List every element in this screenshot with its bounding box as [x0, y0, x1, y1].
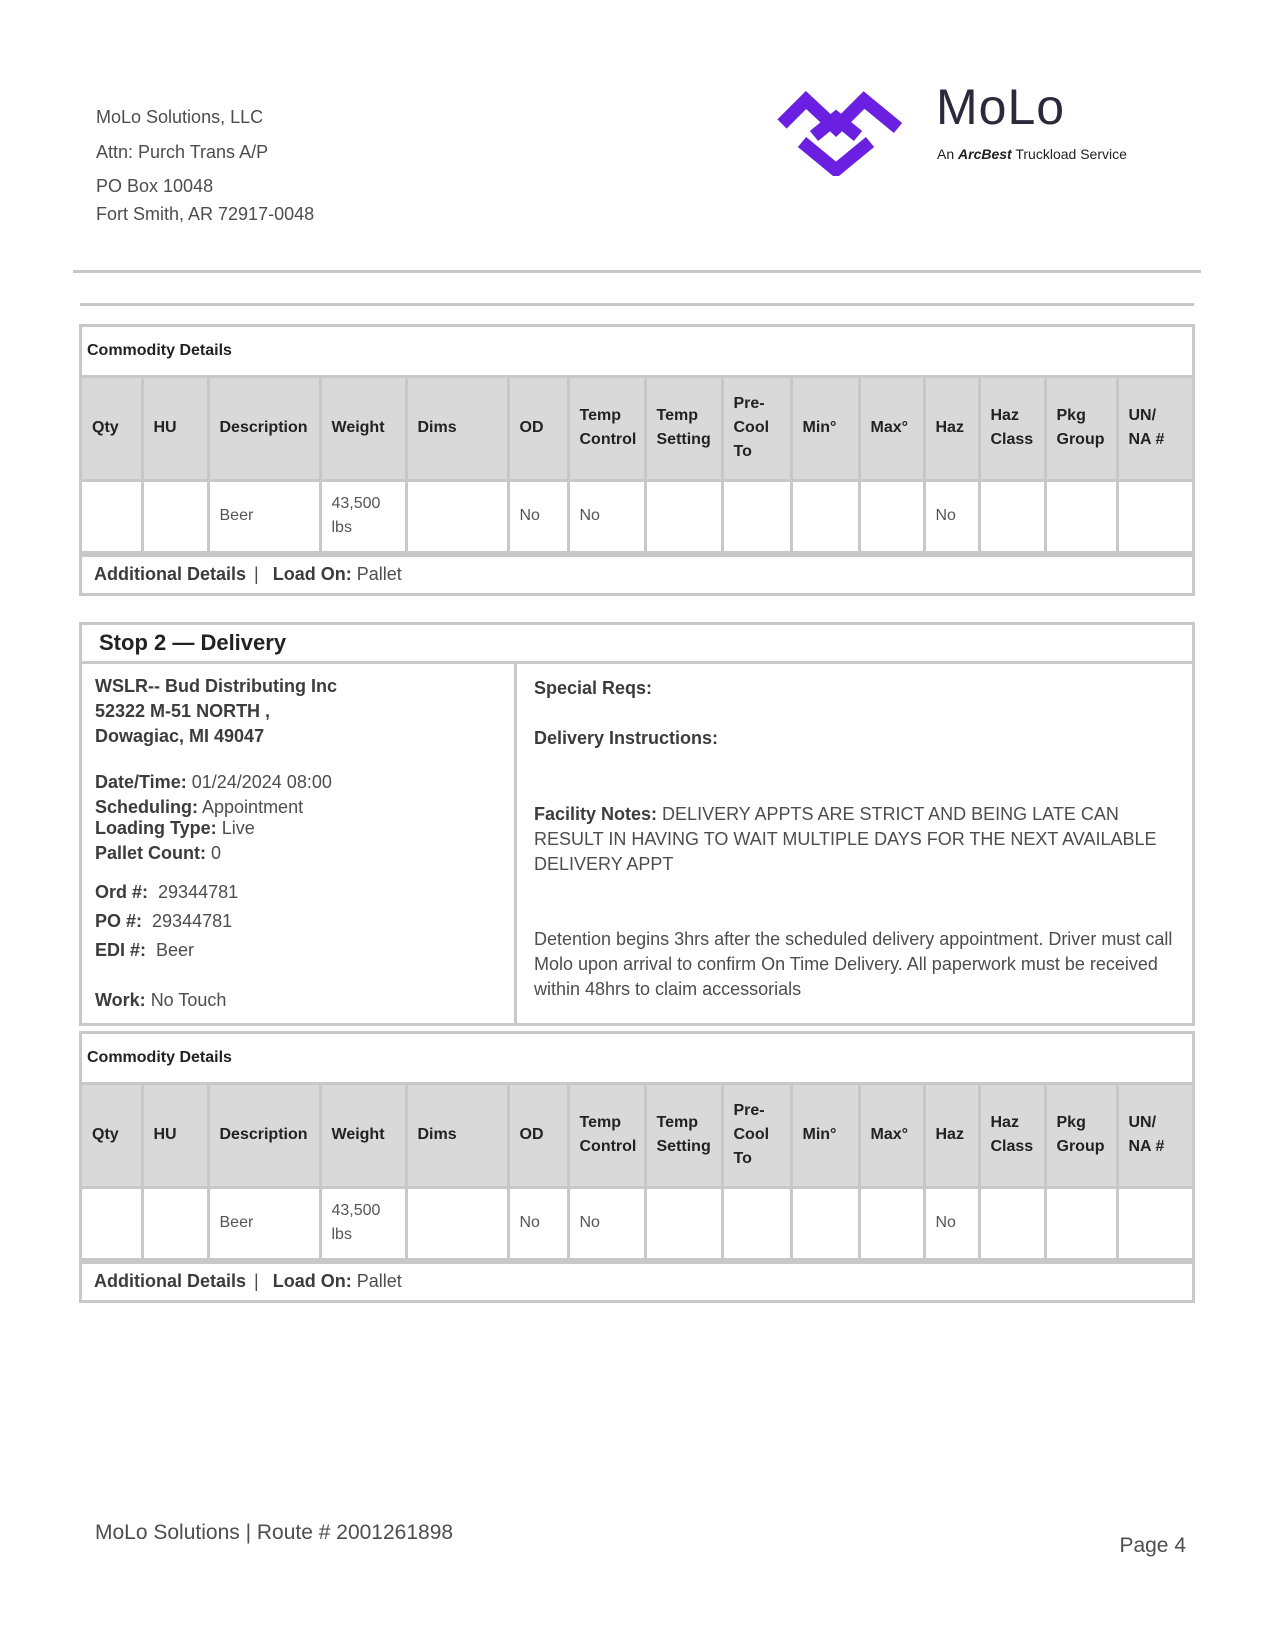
page-number: Page 4: [1119, 1534, 1186, 1557]
delivery-instructions-label: Delivery Instructions:: [534, 728, 719, 748]
pallet-count-field: [95, 843, 221, 864]
header-hu: HU: [142, 1085, 208, 1187]
header-dims: Dims: [406, 1085, 508, 1187]
header-pre-cool-to: Pre-Cool To: [722, 378, 791, 480]
header-haz: Haz: [924, 1085, 979, 1187]
po-field: [95, 911, 232, 932]
header-max: Max°: [859, 1085, 924, 1187]
cell-pre-cool-to: [722, 1187, 791, 1259]
cell-dims: [406, 1187, 508, 1259]
cell-min: [791, 1187, 859, 1259]
stop-title: Stop 2 — Delivery: [82, 625, 1192, 664]
header-haz: Haz: [924, 378, 979, 480]
work-value: No Touch: [150, 990, 227, 1010]
load-on-value: Pallet: [356, 564, 402, 584]
address-attn: Attn: Purch Trans A/P: [96, 142, 269, 162]
cell-od: No: [508, 1187, 568, 1259]
header-max: Max°: [859, 378, 924, 480]
cell-min: [791, 480, 859, 552]
additional-details: [82, 1261, 1192, 1300]
cell-od: No: [508, 480, 568, 552]
edi-label: EDI #:: [95, 940, 147, 960]
commodity-table: [82, 1085, 1192, 1261]
header-pre-cool-to: Pre-Cool To: [722, 1085, 791, 1187]
cell-weight: 43,500 lbs: [320, 480, 406, 552]
commodity-details-title: Commodity Details: [82, 1034, 1192, 1085]
address-company: MoLo Solutions, LLC: [96, 107, 264, 127]
cell-temp-setting: [645, 1187, 722, 1259]
load-on-label: Load On:: [272, 564, 352, 584]
header-min: Min°: [791, 1085, 859, 1187]
header-temp-setting: Temp Setting: [645, 1085, 722, 1187]
datetime-label: Date/Time:: [95, 772, 187, 792]
ord-field: [95, 882, 238, 903]
commodity-table: [82, 378, 1192, 554]
header-un-na: UN/ NA #: [1117, 1085, 1192, 1187]
work-field: [95, 990, 226, 1011]
load-on-value: Pallet: [356, 1271, 402, 1291]
cell-qty: [82, 1187, 142, 1259]
separator: |: [254, 564, 259, 584]
section-divider: [80, 303, 1194, 306]
scheduling-value: Appointment: [202, 797, 304, 817]
stop-2-delivery-section: [79, 622, 1195, 1026]
cell-pre-cool-to: [722, 480, 791, 552]
load-on-label: Load On:: [272, 1271, 352, 1291]
additional-details: [82, 554, 1192, 593]
logo-tagline-brand: ArcBest: [958, 146, 1012, 162]
work-label: Work:: [95, 990, 146, 1010]
cell-temp-control: No: [568, 480, 645, 552]
cell-haz-class: [979, 1187, 1045, 1259]
loading-type-label: Loading Type:: [95, 818, 217, 838]
header-pkg-group: Pkg Group: [1045, 1085, 1117, 1187]
pallet-count-label: Pallet Count:: [95, 843, 206, 863]
header-description: Description: [208, 1085, 320, 1187]
header-weight: Weight: [320, 1085, 406, 1187]
cell-haz: No: [924, 480, 979, 552]
commodity-details-title: Commodity Details: [82, 327, 1192, 378]
header-temp-control: Temp Control: [568, 378, 645, 480]
stop-details-right: [517, 664, 1192, 1023]
edi-field: [95, 940, 194, 961]
cell-pkg-group: [1045, 480, 1117, 552]
address-po-box: PO Box 10048: [96, 176, 214, 196]
header-temp-control: Temp Control: [568, 1085, 645, 1187]
cell-qty: [82, 480, 142, 552]
cell-description: Beer: [208, 1187, 320, 1259]
facility-street: 52322 M-51 NORTH ,: [95, 701, 271, 721]
table-row: [82, 480, 1192, 552]
header-pkg-group: Pkg Group: [1045, 378, 1117, 480]
loading-type-field: [95, 818, 255, 839]
header-temp-setting: Temp Setting: [645, 378, 722, 480]
header-description: Description: [208, 378, 320, 480]
cell-weight: 43,500 lbs: [320, 1187, 406, 1259]
footer-route: MoLo Solutions | Route # 2001261898: [95, 1521, 454, 1544]
ord-label: Ord #:: [95, 882, 149, 902]
datetime-field: [95, 772, 332, 793]
header-min: Min°: [791, 378, 859, 480]
cell-max: [859, 480, 924, 552]
additional-details-label: Additional Details: [94, 564, 247, 584]
cell-un-na: [1117, 1187, 1192, 1259]
cell-description: Beer: [208, 480, 320, 552]
molo-logo: [774, 79, 1154, 176]
header-qty: Qty: [82, 1085, 142, 1187]
header-hu: HU: [142, 378, 208, 480]
commodity-header-row: [82, 1085, 1192, 1187]
header-divider: [73, 270, 1201, 273]
commodity-header-row: [82, 378, 1192, 480]
header-haz-class: Haz Class: [979, 1085, 1045, 1187]
logo-tagline: [937, 146, 1127, 162]
header-od: OD: [508, 1085, 568, 1187]
cell-hu: [142, 1187, 208, 1259]
header-od: OD: [508, 378, 568, 480]
facility-notes: [534, 802, 1174, 877]
header-dims: Dims: [406, 378, 508, 480]
header-weight: Weight: [320, 378, 406, 480]
logo-wordmark: MoLo: [936, 79, 1066, 135]
additional-details-label: Additional Details: [94, 1271, 247, 1291]
detention-note: Detention begins 3hrs after the scheduled delivery appointment. Driver must call Molo upon arrival to confirm On Time Delivery. All paperwork must be received within 48hrs to claim accessorials: [534, 929, 1173, 999]
commodity-details-section-2: [79, 1031, 1195, 1303]
scheduling-label: Scheduling:: [95, 797, 198, 817]
special-reqs-label: Special Reqs:: [534, 678, 653, 698]
facility-notes-value: DELIVERY APPTS ARE STRICT AND BEING LATE CAN RESULT IN HAVING TO WAIT MULTIPLE DAYS FOR THE NEXT AVAILABLE DELIVERY APPT: [534, 804, 1157, 874]
cell-temp-setting: [645, 480, 722, 552]
cell-pkg-group: [1045, 1187, 1117, 1259]
loading-type-value: Live: [221, 818, 255, 838]
cell-temp-control: No: [568, 1187, 645, 1259]
po-value: 29344781: [152, 911, 233, 931]
cell-dims: [406, 480, 508, 552]
header-haz-class: Haz Class: [979, 378, 1045, 480]
pallet-count-value: 0: [211, 843, 222, 863]
address-city: Fort Smith, AR 72917-0048: [96, 204, 315, 224]
stop-details-left: [82, 664, 517, 1023]
datetime-value: 01/24/2024 08:00: [191, 772, 332, 792]
table-row: [82, 1187, 1192, 1259]
cell-haz-class: [979, 480, 1045, 552]
facility-name: WSLR-- Bud Distributing Inc: [95, 676, 337, 696]
molo-chevron-icon: [774, 84, 914, 176]
header-qty: Qty: [82, 378, 142, 480]
separator: |: [254, 1271, 259, 1291]
facility-city-state-zip: Dowagiac, MI 49047: [95, 726, 265, 746]
header-un-na: UN/ NA #: [1117, 378, 1192, 480]
ord-value: 29344781: [158, 882, 239, 902]
logo-tagline-suffix: Truckload Service: [1015, 146, 1127, 162]
cell-hu: [142, 480, 208, 552]
scheduling-field: [95, 797, 303, 818]
facility-notes-label: Facility Notes:: [534, 804, 658, 824]
po-label: PO #:: [95, 911, 143, 931]
edi-value: Beer: [156, 940, 195, 960]
cell-haz: No: [924, 1187, 979, 1259]
cell-un-na: [1117, 480, 1192, 552]
commodity-details-section-1: [79, 324, 1195, 596]
logo-tagline-prefix: An: [937, 146, 955, 162]
cell-max: [859, 1187, 924, 1259]
